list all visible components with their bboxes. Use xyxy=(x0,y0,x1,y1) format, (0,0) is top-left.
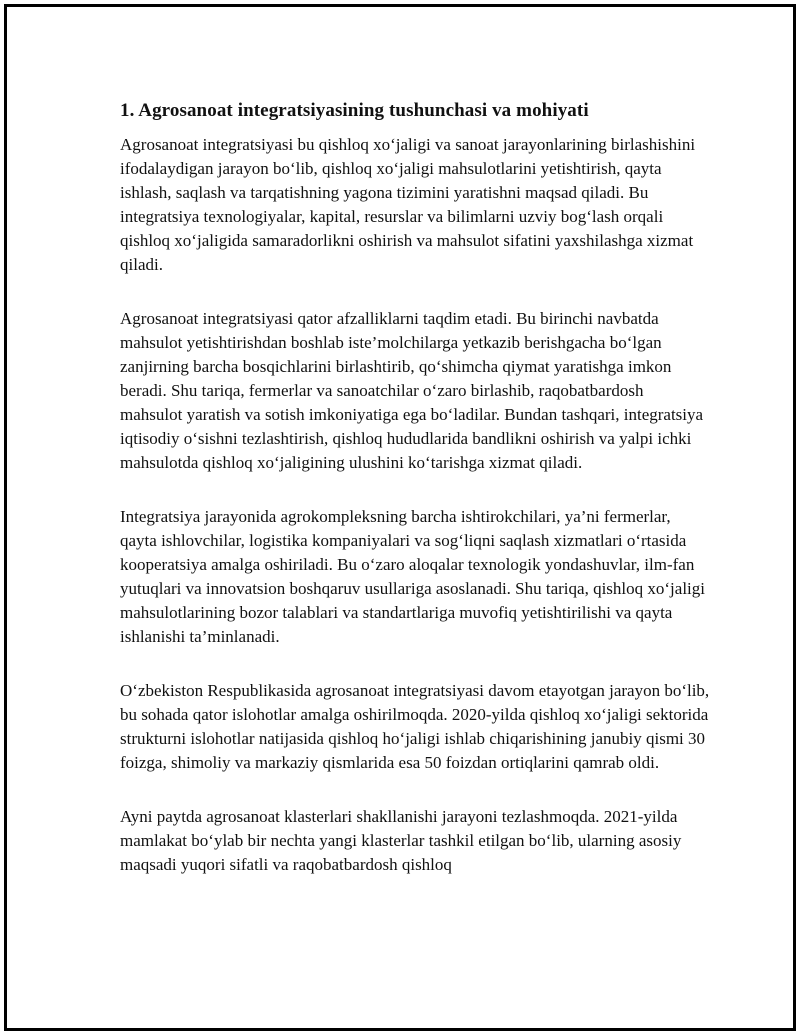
document-body xyxy=(120,99,710,907)
section-heading: 1. Agrosanoat integratsiyasining tushunchasi va mohiyati xyxy=(120,100,589,121)
paragraph-uzbekistan-reforms: O‘zbekiston Respublikasida agrosanoat integratsiyasi davom etayotgan jarayon bo‘lib, bu sohada qator islohotlar amalga oshirilmoqda. 2020-yilda qishloq xo‘jaligi sektorida strukturni islohotlar natijasida qishloq ho‘jaligi ishlab chiqarishining janubiy qismi 30 foizga, shimoliy va markaziy qismlarida esa 50 foizdan ortiqlarini qamrab oldi. xyxy=(120,681,710,772)
page-frame xyxy=(4,4,796,1031)
paragraph-clusters: Ayni paytda agrosanoat klasterlari shakllanishi jarayoni tezlashmoqda. 2021-yilda mamlakat bo‘ylab bir nechta yangi klasterlar tashkil etilgan bo‘lib, ularning asosiy maqsadi yuqori sifatli va raqobatbardosh qishloq xyxy=(120,807,682,874)
paragraph-definition: Agrosanoat integratsiyasi bu qishloq xo‘jaligi va sanoat jarayonlarining birlashishini ifodalaydigan jarayon bo‘lib, qishloq xo‘jaligi mahsulotlarini yetishtirish, qayta ishlash, saqlash va tarqatishning yagona tizimini yaratishni maqsad qiladi. Bu integratsiya texnologiyalar, kapital, resurslar va bilimlarni uzviy bog‘lash orqali qishloq xo‘jaligida samaradorlikni oshirish va mahsulot sifatini yaxshilashga xizmat qiladi. xyxy=(120,135,696,274)
paragraph-advantages: Agrosanoat integratsiyasi qator afzalliklarni taqdim etadi. Bu birinchi navbatda mahsulot yetishtirishdan boshlab iste’molchilarga yetkazib berishgacha bo‘lgan zanjirning barcha bosqichlarini birlashtirib, qo‘shimcha qiymat yaratishga imkon beradi. Shu tariqa, fermerlar va sanoatchilar o‘zaro birlashib, raqobatbardosh mahsulot yaratish va sotish imkoniyatiga ega bo‘ladilar. Bundan tashqari, integratsiya iqtisodiy o‘sishni tezlashtirish, qishloq hududlarida bandlikni oshirish va yalpi ichki mahsulotda qishloq xo‘jaligining ulushini ko‘tarishga xizmat qiladi. xyxy=(120,309,704,472)
paragraph-cooperation: Integratsiya jarayonida agrokompleksning barcha ishtirokchilari, ya’ni fermerlar, qayta ishlovchilar, logistika kompaniyalari va sog‘liqni saqlash xizmatlari o‘rtasida kooperatsiya amalga oshiriladi. Bu o‘zaro aloqalar texnologik yondashuvlar, ilm-fan yutuqlari va innovatsion boshqaruv usullariga asoslanadi. Shu tariqa, qishloq xo‘jaligi mahsulotlarining bozor talablari va standartlariga muvofiq yetishtirilishi va qayta ishlanishi ta’minlanadi. xyxy=(120,507,705,646)
